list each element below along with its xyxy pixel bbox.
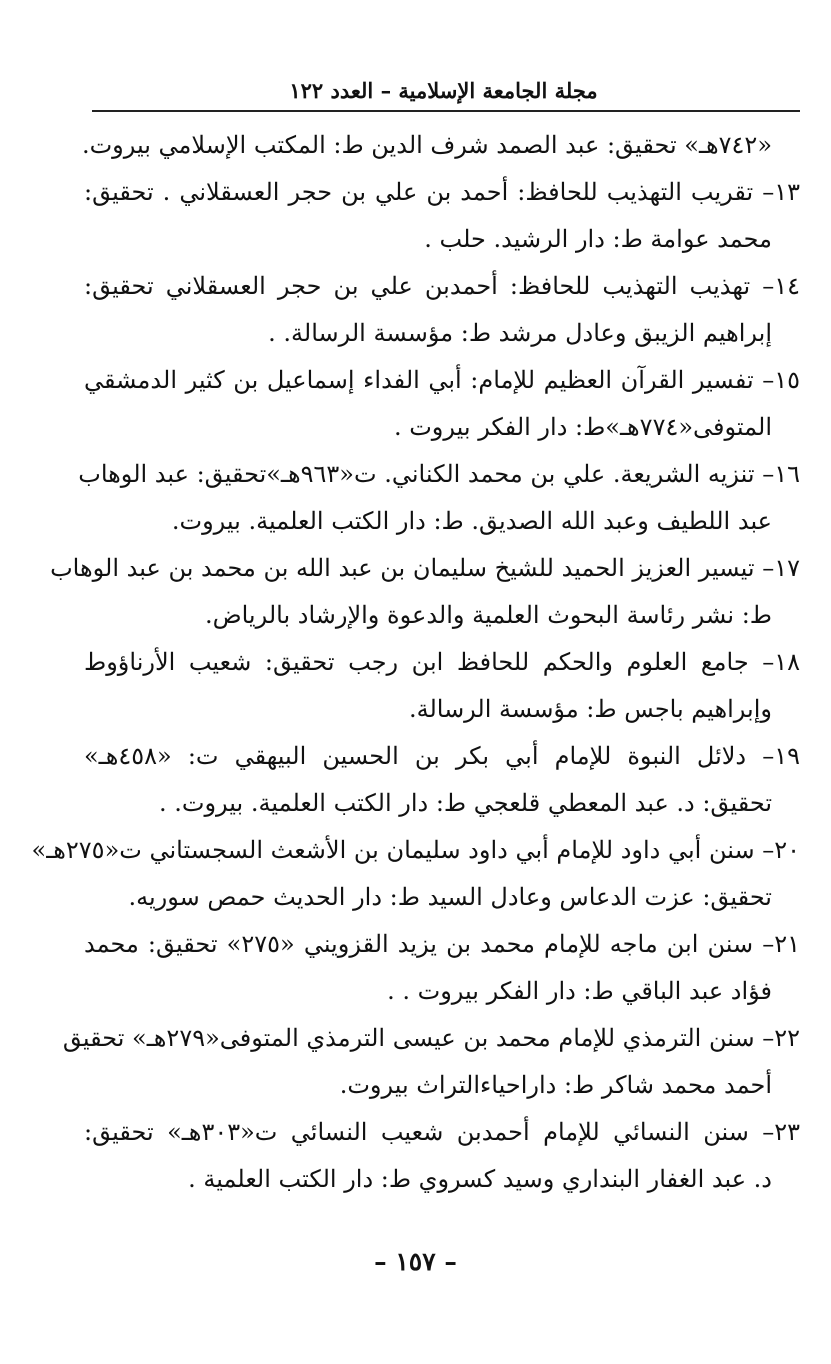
bibliography-continuation-line: إبراهيم الزيبق وعادل مرشد ط: مؤسسة الرسالة. . bbox=[268, 319, 772, 347]
page-number: – ١٥٧ – bbox=[374, 1247, 457, 1276]
bibliography-entry-line: ٢٣– سنن النسائي للإمام أحمدبن شعيب النسائي ت«٣٠٣هـ» تحقيق: bbox=[84, 1118, 800, 1146]
bibliography-continuation-line: ط: نشر رئاسة البحوث العلمية والدعوة والإرشاد بالرياض. bbox=[204, 601, 772, 629]
bibliography-entry-line: ١٣– تقريب التهذيب للحافظ: أحمد بن علي بن حجر العسقلاني . تحقيق: bbox=[84, 178, 800, 206]
bibliography-list bbox=[31, 122, 800, 1203]
running-header: مجلة الجامعة الإسلامية – العدد ١٢٢ bbox=[289, 78, 598, 103]
header-divider bbox=[92, 110, 800, 112]
bibliography-entry-line: ١٧– تيسير العزيز الحميد للشيخ سليمان بن عبد الله بن محمد بن عبد الوهاب bbox=[50, 554, 800, 582]
bibliography-continuation-line: أحمد محمد شاكر ط: داراحياءالتراث بيروت. bbox=[339, 1071, 772, 1099]
bibliography-continuation-line: تحقيق: د. عبد المعطي قلعجي ط: دار الكتب العلمية. بيروت. . bbox=[158, 789, 772, 817]
bibliography-continuation-line: وإبراهيم باجس ط: مؤسسة الرسالة. bbox=[408, 695, 772, 723]
bibliography-entry-line: ١٦– تنزيه الشريعة. علي بن محمد الكناني. ت«٩٦٣هـ»تحقيق: عبد الوهاب bbox=[78, 460, 800, 488]
bibliography-continuation-line: عبد اللطيف وعبد الله الصديق. ط: دار الكتب العلمية. بيروت. bbox=[171, 507, 772, 535]
bibliography-continuation-line: فؤاد عبد الباقي ط: دار الفكر بيروت . . bbox=[387, 977, 772, 1005]
bibliography-entry-line: ٢٠– سنن أبي داود للإمام أبي داود سليمان بن الأشعث السجستاني ت«٢٧٥هـ» bbox=[31, 836, 800, 864]
bibliography-entry-line: ١٥– تفسير القرآن العظيم للإمام: أبي الفداء إسماعيل بن كثير الدمشقي bbox=[84, 366, 800, 394]
bibliography-continuation-line: محمد عوامة ط: دار الرشيد. حلب . bbox=[424, 225, 772, 253]
bibliography-entry-line: ١٩– دلائل النبوة للإمام أبي بكر بن الحسين البيهقي ت: «٤٥٨هـ» bbox=[84, 742, 800, 770]
bibliography-continuation-line: «٧٤٢هـ» تحقيق: عبد الصمد شرف الدين ط: المكتب الإسلامي بيروت. bbox=[81, 131, 772, 159]
bibliography-continuation-line: د. عبد الغفار البنداري وسيد كسروي ط: دار الكتب العلمية . bbox=[188, 1165, 772, 1193]
bibliography-entry-line: ١٨– جامع العلوم والحكم للحافظ ابن رجب تحقيق: شعيب الأرناؤوط bbox=[84, 648, 800, 676]
bibliography-continuation-line: المتوفى«٧٧٤هـ»ط: دار الفكر بيروت . bbox=[393, 413, 772, 441]
bibliography-entry-line: ١٤– تهذيب التهذيب للحافظ: أحمدبن علي بن حجر العسقلاني تحقيق: bbox=[84, 272, 800, 300]
bibliography-continuation-line: تحقيق: عزت الدعاس وعادل السيد ط: دار الحديث حمص سوريه. bbox=[128, 883, 772, 911]
bibliography-entry-line: ٢٢– سنن الترمذي للإمام محمد بن عيسى الترمذي المتوفى«٢٧٩هـ» تحقيق bbox=[62, 1024, 800, 1052]
bibliography-entry-line: ٢١– سنن ابن ماجه للإمام محمد بن يزيد القزويني «٢٧٥» تحقيق: محمد bbox=[84, 930, 800, 958]
